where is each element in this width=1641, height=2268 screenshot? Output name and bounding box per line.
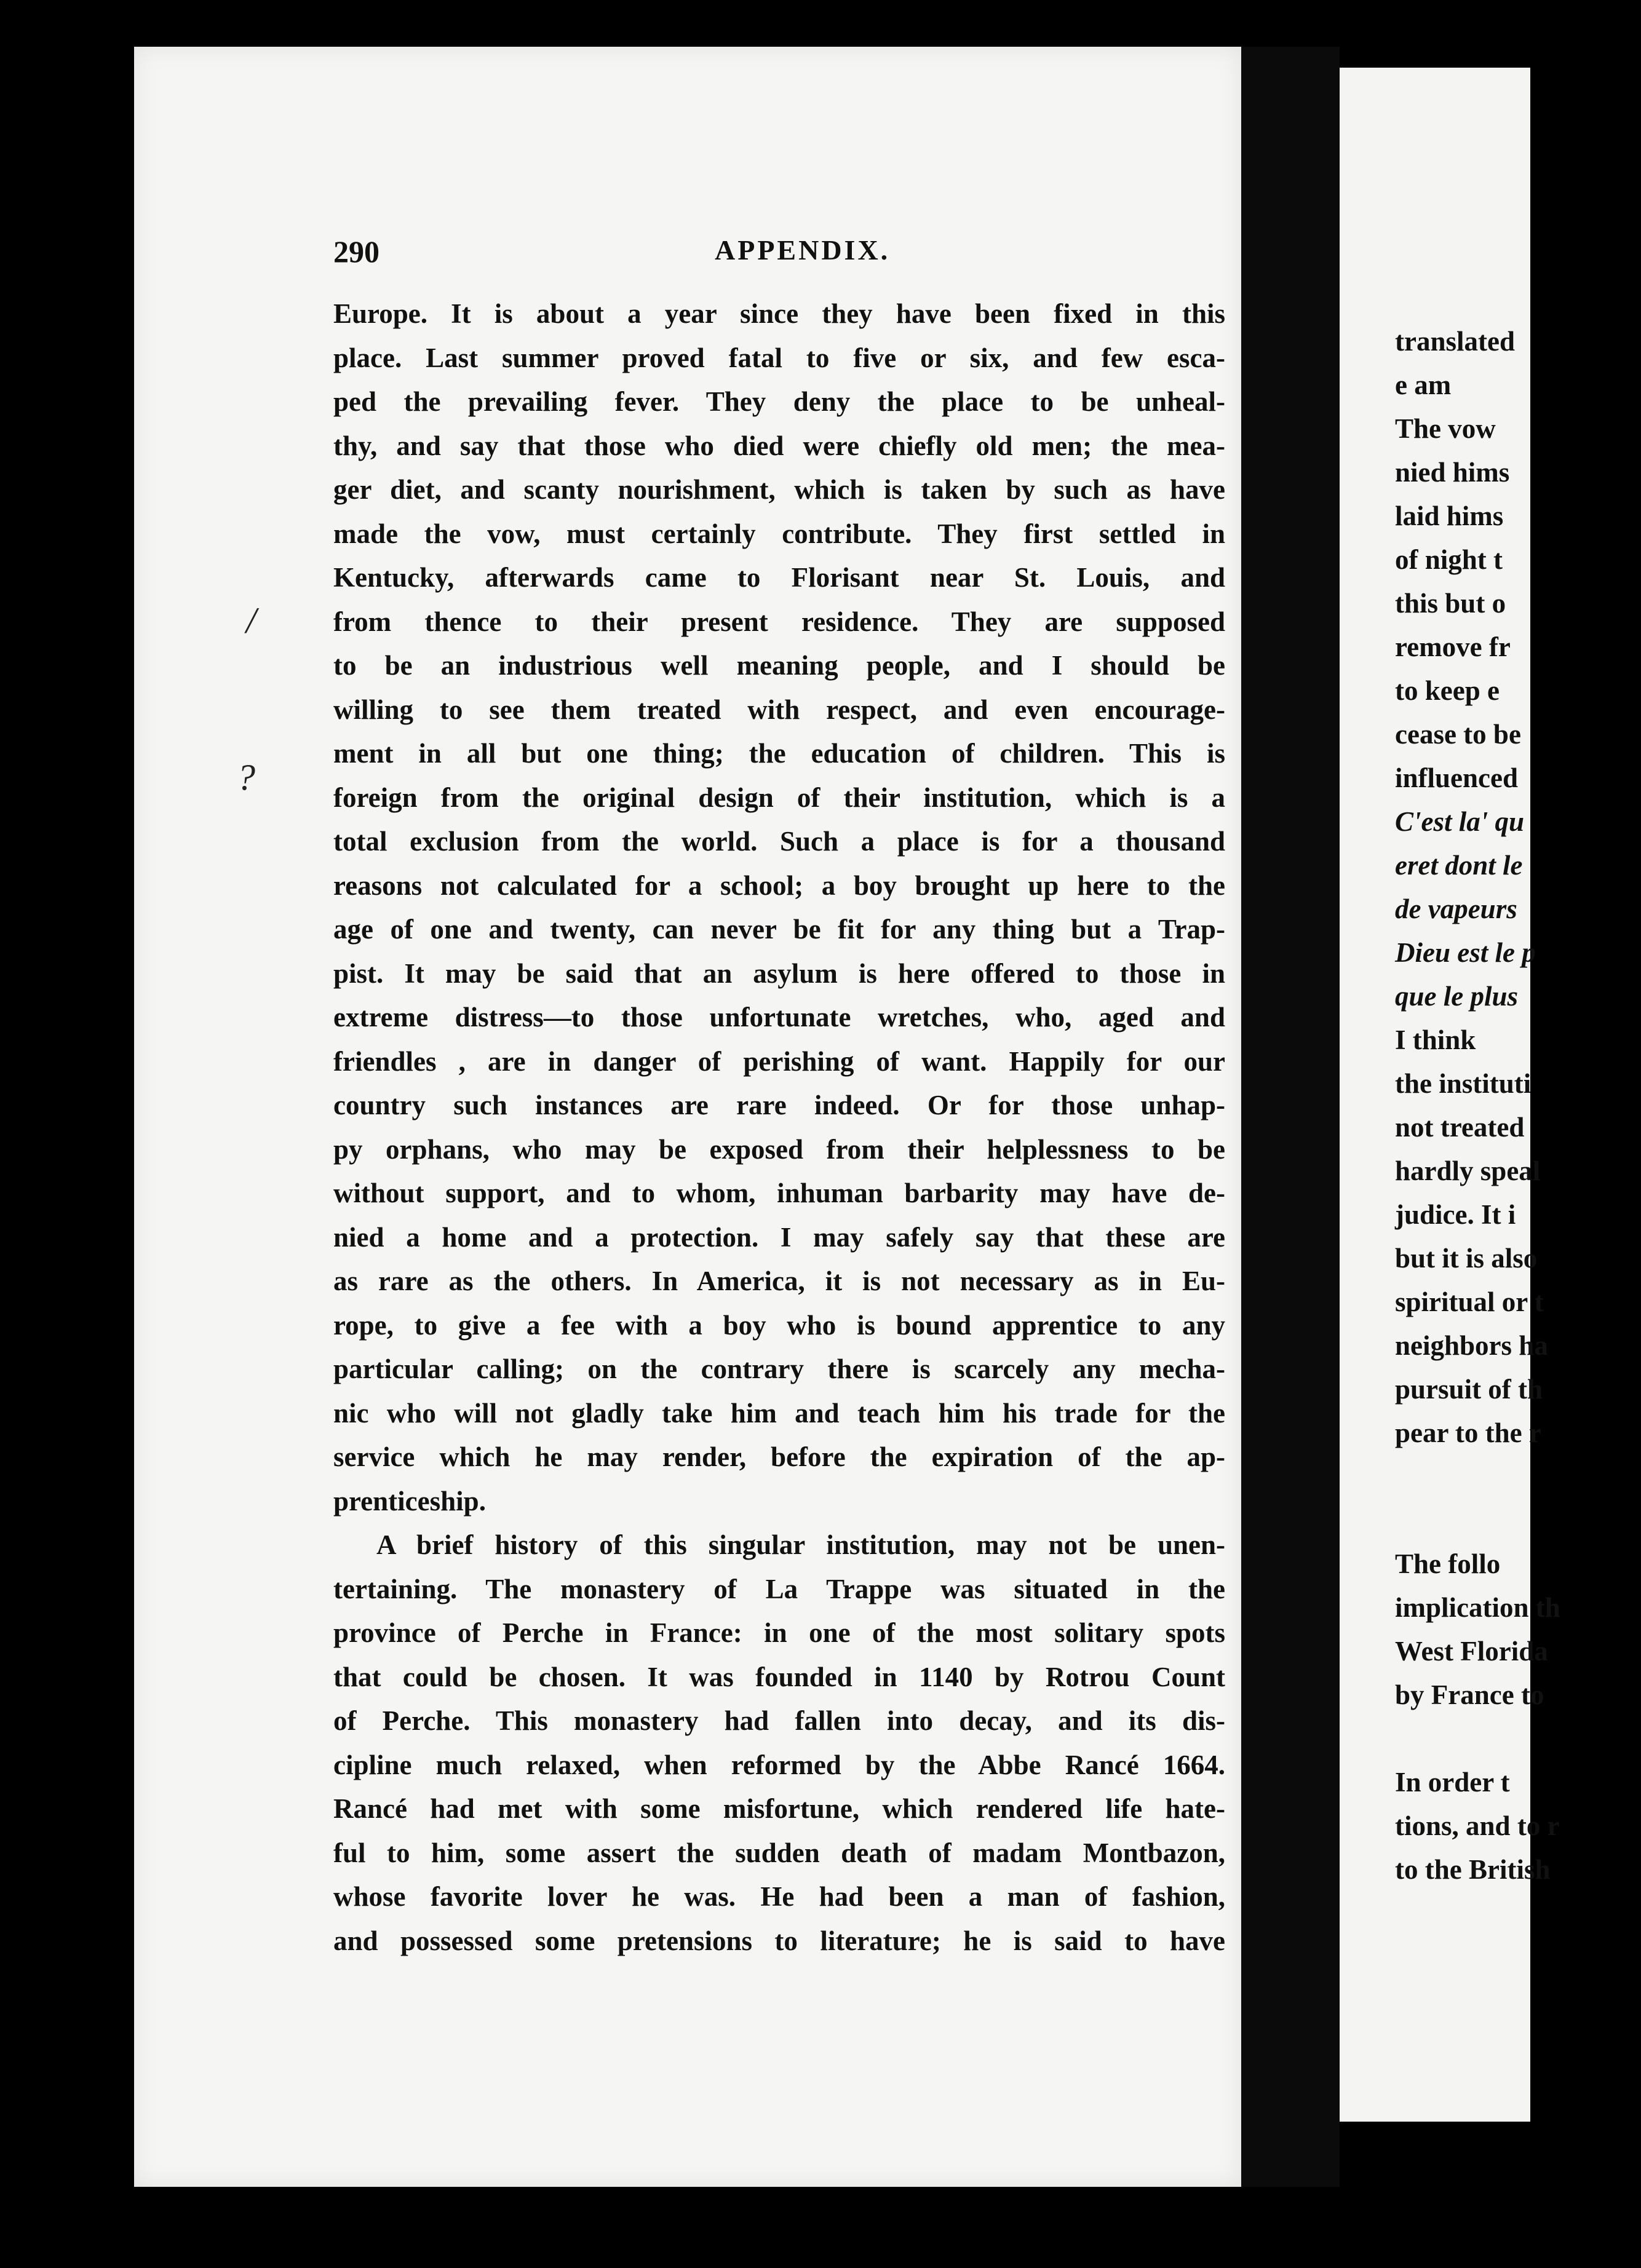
text-line: this but o [1395,588,1506,619]
text-line: without support, and to whom, inhuman barbarity may have de- [333,1178,1225,1208]
text-line: laid hims [1395,501,1504,531]
text-line: que le plus [1395,981,1519,1012]
text-line: made the vow, must certainly contribute. They first settled in [333,518,1225,549]
text-line: A brief history of this singular institution, may not be unen- [376,1529,1225,1560]
spacer [1395,1455,1641,1542]
text-line: age of one and twenty, can never be fit for any thing but a Trap- [333,914,1225,945]
text-line: C'est la' qu [1395,806,1525,837]
text-line: that could be chosen. It was founded in 1140 by Rotrou Count [333,1661,1225,1692]
text-line: by France to [1395,1679,1544,1710]
text-line: neighbors ha [1395,1330,1548,1361]
text-line: Rancé had met with some misfortune, which rendered life hate- [333,1793,1225,1824]
text-line: pursuit of th [1395,1374,1543,1405]
text-line: cipline much relaxed, when reformed by the Abbe Rancé 1664. [333,1749,1225,1780]
text-line: Kentucky, afterwards came to Florisant near St. Louis, and [333,562,1225,593]
text-line: as rare as the others. In America, it is not necessary as in Eu- [333,1266,1225,1296]
text-line: of Perche. This monastery had fallen into decay, and its dis- [333,1705,1225,1736]
text-line: whose favorite lover he was. He had been a man of fashion, [333,1881,1225,1912]
text-line: In order t [1395,1767,1510,1798]
margin-annotation-mark: ? [237,757,255,798]
text-line: cease to be [1395,719,1521,750]
right-page-partial [1340,68,1560,2122]
text-line: e am [1395,370,1452,400]
text-line: place. Last summer proved fatal to five or six, and few esca- [333,342,1225,373]
running-head: APPENDIX. [715,234,891,266]
text-line: spiritual or t [1395,1287,1544,1317]
text-line: willing to see them treated with respect, and even encourage- [333,694,1225,725]
text-line: to keep e [1395,675,1500,706]
text-line: West Florida [1395,1636,1548,1667]
text-line: to be an industrious well meaning people, and I should be [333,650,1225,681]
text-line: ger diet, and scanty nourishment, which is taken by such as have [333,474,1225,505]
text-line: foreign from the original design of their institution, which is a [333,782,1225,813]
text-line: total exclusion from the world. Such a place is for a thousand [333,826,1225,857]
text-line: influenced [1395,763,1519,793]
text-line: Europe. It is about a year since they have been fixed in this [333,298,1225,329]
text-line: I think [1395,1025,1476,1055]
text-line: tions, and to r [1395,1810,1560,1841]
text-line: but it is also [1395,1243,1538,1274]
text-line: reasons not calculated for a school; a boy brought up here to the [333,870,1225,901]
right-page-body [1395,320,1641,1892]
text-line: extreme distress—to those unfortunate wretches, who, aged and [333,1002,1225,1033]
text-line: Dieu est le p [1395,937,1536,968]
text-line: to the British [1395,1854,1551,1885]
text-line: not treated [1395,1112,1525,1143]
text-line: nied a home and a protection. I may safely say that these are [333,1221,1225,1253]
text-line: province of Perche in France: in one of the most solitary spots [333,1617,1225,1648]
text-line: ful to him, some assert the sudden death of madam Montbazon, [333,1837,1225,1868]
book-gutter [1241,47,1340,2187]
text-line: pist. It may be said that an asylum is here offered to those in [333,958,1225,989]
margin-annotation-mark: / [246,600,256,641]
text-line: and possessed some pretensions to literature; he is said to have [333,1925,1225,1956]
text-line: prenticeship. [333,1485,486,1517]
text-line: ment in all but one thing; the education of children. This is [333,738,1225,769]
text-line: nied hims [1395,457,1510,488]
text-line: The vow [1395,413,1496,444]
spacer [1395,1717,1641,1761]
text-line: py orphans, who may be exposed from their helplessness to be [333,1133,1225,1165]
text-line: eret dont le [1395,850,1523,881]
text-line: service which he may render, before the expiration of the ap- [333,1441,1225,1472]
page-number: 290 [333,234,379,269]
text-line: tertaining. The monastery of La Trappe was situated in the [333,1573,1225,1604]
text-line: particular calling; on the contrary there is scarcely any mecha- [333,1354,1225,1384]
page-header [333,234,1219,277]
text-line: remove fr [1395,632,1511,662]
text-line: The follo [1395,1548,1501,1579]
text-line: translated [1395,326,1515,357]
text-line: hardly speal [1395,1156,1541,1186]
text-line: from thence to their present residence. They are supposed [333,606,1225,637]
text-line: of night t [1395,544,1503,575]
text-line: friendles , are in danger of perishing of want. Happily for our [333,1045,1225,1077]
text-line: implication th [1395,1592,1560,1623]
text-line: rope, to give a fee with a boy who is bound apprentice to any [333,1309,1225,1341]
text-line: country such instances are rare indeed. Or for those unhap- [333,1090,1225,1120]
text-line: judice. It i [1395,1199,1516,1230]
text-line: de vapeurs [1395,894,1517,924]
text-line: pear to the r [1395,1418,1541,1448]
text-line: thy, and say that those who died were chiefly old men; the mea- [333,430,1225,461]
left-page-body [333,292,1225,1963]
text-line: ped the prevailing fever. They deny the place to be unheal- [333,386,1225,417]
text-line: the instituti [1395,1068,1532,1099]
text-line: nic who will not gladly take him and teach him his trade for the [333,1397,1225,1429]
